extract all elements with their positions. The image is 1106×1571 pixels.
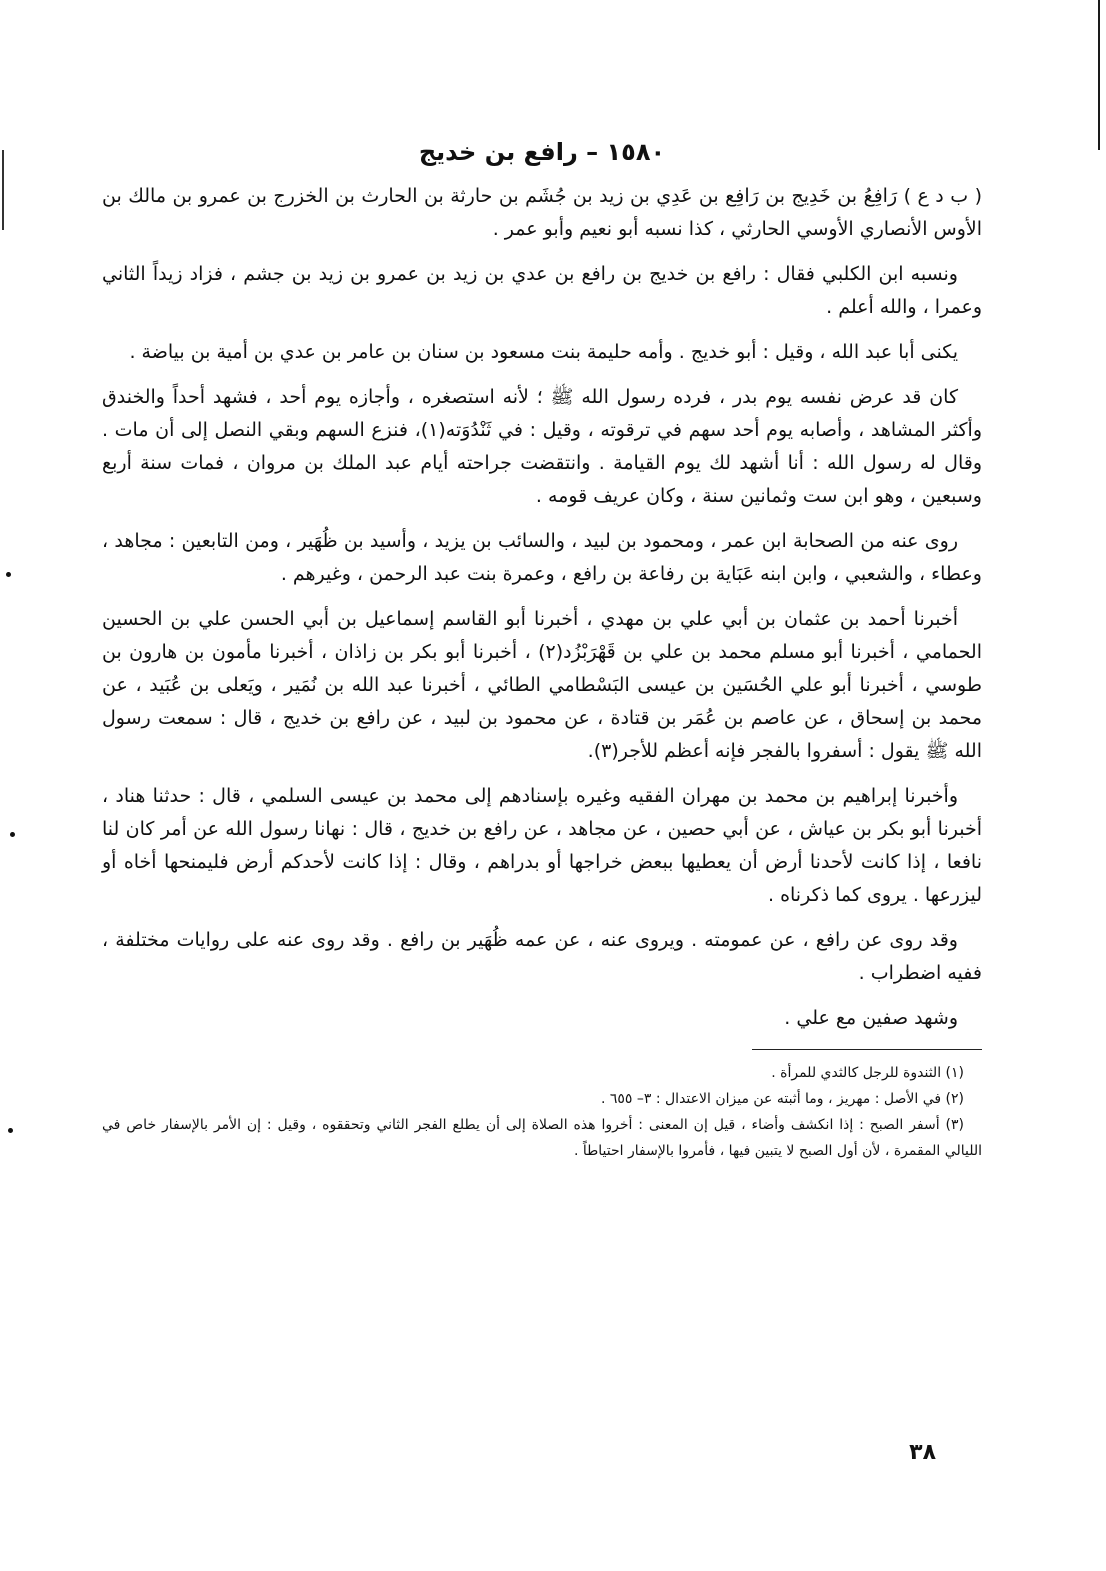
entry-paragraph: أخبرنا أحمد بن عثمان بن أبي علي بن مهدي ، أخبرنا أبو القاسم إسماعيل بن أبي الحسن علي بن الحسين الحمامي ، أخبرنا أبو مسلم محمد بن علي بن قَهْرَبْزُد(٢) ، أخبرنا أبو بكر بن زاذان ، أخبرنا مأمون بن هارون بن طوسي ، أخبرنا أبو علي الحُسَين بن عيسى البَسْطامي الطائي ، أخبرنا عبد الله بن نُمَير ، ويَعلى بن عُبَيد ، عن محمد بن إسحاق ، عن عاصم بن عُمَر بن قتادة ، عن محمود بن لبيد ، عن رافع بن خديج ، قال : سمعت رسول الله ﷺ يقول : أسفروا بالفجر فإنه أعظم للأجر(٣).: [102, 608, 982, 762]
scan-speck: [6, 572, 11, 577]
footnote-divider: [752, 1049, 982, 1050]
entry-paragraph: روى عنه من الصحابة ابن عمر ، ومحمود بن لبيد ، والسائب بن يزيد ، وأسيد بن ظُهَير ، ومن التابعين : مجاهد ، وعطاء ، والشعبي ، وابن ابنه عَبَاية بن رفاعة بن رافع ، وعمرة بنت عبد الرحمن ، وغيرهم .: [102, 530, 982, 585]
footnote: (٢) في الأصل : مهريز ، وما أثبته عن ميزان الاعتدال : ٣– ٦٥٥ .: [600, 1091, 964, 1107]
entry-paragraph: يكنى أبا عبد الله ، وقيل : أبو خديج . وأمه حليمة بنت مسعود بن سنان بن عامر بن عدي بن أمية بن بياضة .: [129, 341, 958, 363]
entry-paragraph: وأخبرنا إبراهيم بن محمد بن مهران الفقيه وغيره بإسنادهم إلى محمد بن عيسى السلمي ، قال : حدثنا هناد ، أخبرنا أبو بكر بن عياش ، عن أبي حصين ، عن مجاهد ، عن رافع بن خديج ، قال : نهانا رسول الله عن أمر كان لنا نافعا ، إذا كانت لأحدنا أرض أن يعطيها ببعض خراجها أو بدراهم ، وقال : إذا كانت لأحدكم أرض فليمنحها أخاه أو ليزرعها . يروى كما ذكرناه .: [102, 785, 982, 906]
footnote: (٣) أسفر الصبح : إذا انكشف وأضاء ، قيل إن المعنى : أخروا هذه الصلاة إلى أن يطلع الفجر الثاني وتحققوه ، وقيل : إن الأمر بالإسفار خاص في الليالي المقمرة ، لأن أول الصبح لا يتبين فيها ، فأمروا بالإسفار احتياطاً .: [102, 1117, 982, 1159]
scan-speck: [10, 832, 15, 837]
entry-paragraph: كان قد عرض نفسه يوم بدر ، فرده رسول الله ﷺ ؛ لأنه استصغره ، وأجازه يوم أحد ، فشهد أحداً والخندق وأكثر المشاهد ، وأصابه يوم أحد سهم في ترقوته ، وقيل : في ثَنْدُوَته(١)، فنزع السهم وبقي النصل إلى أن مات . وقال له رسول الله : أنا أشهد لك يوم القيامة . وانتقضت جراحته أيام عبد الملك بن مروان ، فمات سنة أربع وسبعين ، وهو ابن ست وثمانين سنة ، وكان عريف قومه .: [102, 386, 982, 507]
page-content: [102, 138, 982, 1164]
entry-paragraph: وشهد صفين مع علي .: [784, 1007, 958, 1029]
page-edge-line-left: [2, 150, 4, 230]
entry-paragraph: وقد روى عن رافع ، عن عمومته . ويروى عنه ، عن عمه ظُهَير بن رافع . وقد روى عنه على روايات مختلفة ، ففيه اضطراب .: [102, 929, 982, 984]
entry-paragraph: ونسبه ابن الكلبي فقال : رافع بن خديج بن رافع بن عدي بن زيد بن عمرو بن زيد بن جشم ، فزاد زيداً الثاني وعمرا ، والله أعلم .: [102, 263, 982, 318]
scan-speck: [8, 1128, 13, 1133]
page-number: ٣٨: [909, 1440, 936, 1465]
page-edge-line-right: [1098, 0, 1100, 150]
entry-paragraph: ( ب د ع ) رَافِعُ بن خَدِيج بن رَافِع بن عَدِي بن زيد بن جُشَم بن حارثة بن الحارث بن الخزرج بن عمرو بن مالك بن الأوس الأنصاري الأوسي الحارثي ، كذا نسبه أبو نعيم وأبو عمر .: [102, 185, 982, 240]
footnote: (١) الثندوة للرجل كالثدي للمرأة .: [771, 1065, 964, 1081]
entry-title: ١٥٨٠ – رافع بن خديج: [418, 138, 666, 166]
